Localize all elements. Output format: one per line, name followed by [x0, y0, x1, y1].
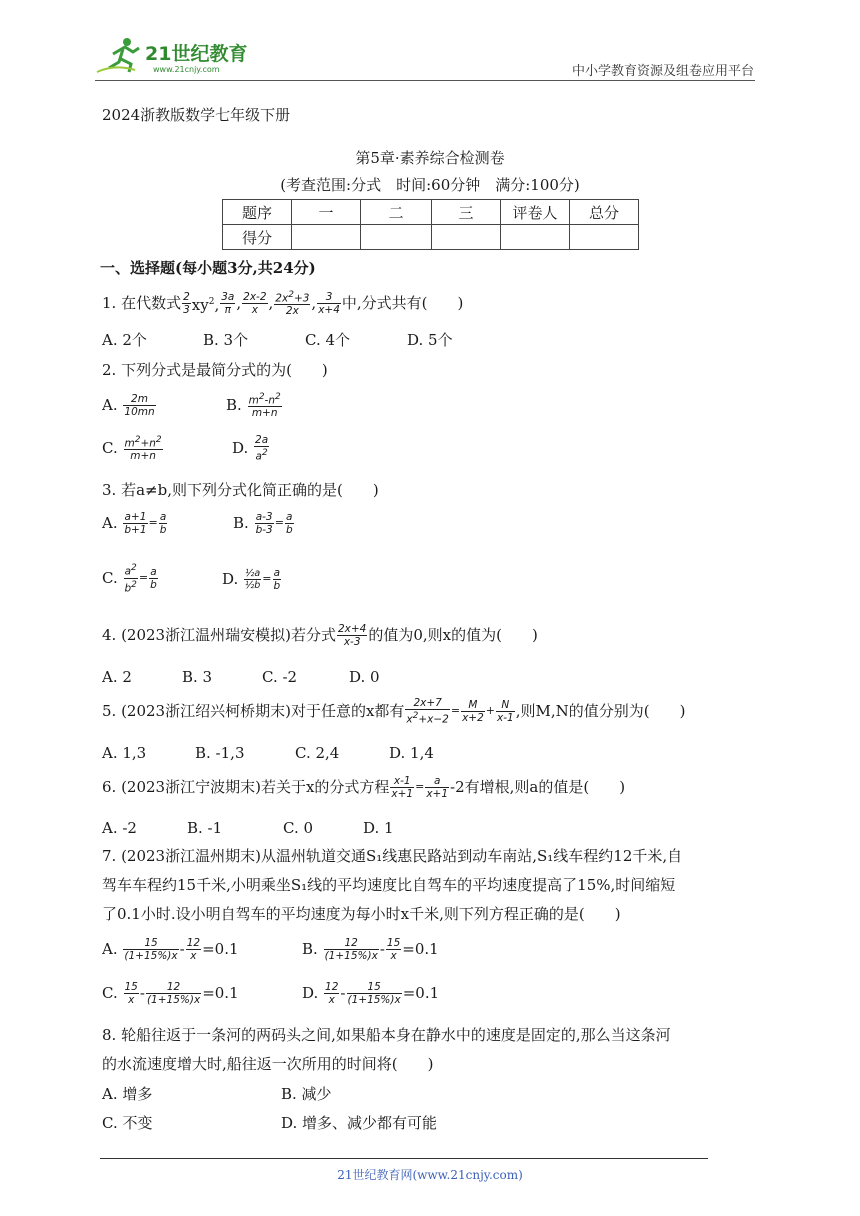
fraction: $\frac{2}{3}$ — [183, 290, 190, 316]
option-a[interactable]: A. $\frac{15}{(1+15\%)x}$ - $\frac{12}{x}$ =0.1 — [102, 936, 239, 962]
option-label: D. — [302, 984, 319, 1002]
question-8-line-2: 的水流速度增大时,船往返一次所用的时间将( ) — [102, 1055, 434, 1073]
fraction: $\frac{3}{x+4}$ — [318, 290, 340, 316]
question-4-stem — [102, 620, 538, 650]
table-row — [223, 200, 639, 225]
fraction: $\frac{M}{x+2}$ — [462, 698, 484, 724]
book-title: 2024浙教版数学七年级下册 — [102, 106, 291, 124]
option-a[interactable]: A. 2个 — [102, 331, 147, 349]
question-2-stem: 2. 下列分式是最简分式的为( ) — [102, 361, 328, 379]
q1-stem-b: 中,分式共有( ) — [341, 294, 464, 312]
option-a[interactable]: A. -2 — [102, 819, 137, 837]
q4-stem-a: 4. (2023浙江温州瑞安模拟)若分式 — [102, 626, 336, 644]
equation-rhs: =0.1 — [202, 940, 239, 958]
fraction: $\frac{15}{x}$ — [124, 980, 138, 1006]
fraction: $\frac{m^2+n^2}{m+n}$ — [124, 434, 162, 463]
q1-stem-a: 1. 在代数式 — [102, 294, 182, 312]
table-cell: 总分 — [570, 200, 639, 225]
equation-rhs: =0.1 — [402, 940, 439, 958]
option-c[interactable]: C. 0 — [283, 819, 314, 837]
fraction: $\frac{2x+7}{x^2+x-2}$ — [406, 696, 449, 726]
score-input-cell[interactable] — [432, 225, 501, 250]
equation-rhs: =0.1 — [402, 984, 440, 1002]
q6-stem-a: 6. (2023浙江宁波期末)若关于x的分式方程 — [102, 778, 390, 796]
fraction: $\frac{x-1}{x+1}$ — [391, 774, 414, 800]
exam-subtitle: (考查范围:分式 时间:60分钟 满分:100分) — [280, 176, 580, 194]
option-a[interactable] — [102, 390, 157, 420]
table-row — [223, 225, 639, 250]
option-b[interactable]: B. 减少 — [281, 1085, 332, 1103]
platform-name: 中小学教育资源及组卷应用平台 — [571, 64, 754, 79]
option-b[interactable]: B. 3个 — [203, 331, 249, 349]
option-label: C. — [102, 984, 118, 1002]
question-5-stem: 5. (2023浙江绍兴柯桥期末)对于任意的x都有 $\frac{2x+7}{x^2+x-2}$ = $\frac{M}{x+2}$ + $\frac{N}{x-1}$ ,则M,N的值分别为( ) — [102, 696, 686, 726]
option-b[interactable]: B. $\frac{12}{(1+15\%)x}$ - $\frac{15}{x}$ =0.1 — [302, 936, 439, 962]
equation-rhs: =0.1 — [202, 984, 239, 1002]
logo-text: 21世纪教育 — [145, 43, 248, 65]
option-d[interactable]: D. 5个 — [407, 331, 453, 349]
fraction: $\frac{a^2}{b^2}$ — [124, 563, 137, 594]
table-cell: 得分 — [223, 225, 292, 250]
option-b[interactable] — [226, 390, 283, 420]
option-d[interactable]: D. 1,4 — [389, 744, 434, 762]
option-d[interactable]: D. 0 — [349, 668, 380, 686]
footer-divider — [100, 1158, 708, 1159]
question-1-stem: 1. 在代数式 $\frac{2}{3}$ $xy^2$, $\frac{3a}{\pi}$ , $\frac{2x-2}{x}$ , $\frac{2x^2+3}{2x}$ , $\frac{3}{x+4}$ 中,分式共有( ) — [102, 289, 464, 318]
section-heading: 一、选择题(每小题3分,共24分) — [100, 259, 316, 277]
score-input-cell[interactable] — [361, 225, 432, 250]
option-b[interactable]: B. 3 — [182, 668, 213, 686]
q4-stem-b: 的值为0,则x的值为( ) — [368, 626, 538, 644]
option-a[interactable]: A. 增多 — [102, 1085, 153, 1103]
fraction: $\frac{15}{x}$ — [386, 936, 401, 962]
fraction: $\frac{\text{½a}}{\text{½b}}$ — [245, 567, 261, 591]
option-c[interactable]: C. 不变 — [102, 1114, 153, 1132]
option-d[interactable] — [232, 433, 270, 463]
fraction: $\frac{a}{b}$ — [159, 510, 167, 536]
fraction: $\frac{15}{(1+15\%)x}$ — [124, 936, 178, 962]
fraction: $\frac{a}{b}$ — [150, 565, 157, 591]
option-d[interactable]: D. 增多、减少都有可能 — [281, 1114, 438, 1132]
fraction: $\frac{15}{(1+15\%)x}$ — [347, 980, 401, 1006]
option-b[interactable]: B. -1 — [187, 819, 223, 837]
fraction: $\frac{a+1}{b+1}$ — [124, 510, 147, 536]
q6-stem-b: -2有增根,则a的值是( ) — [450, 778, 626, 796]
option-c[interactable]: C. $\frac{15}{x}$ - $\frac{12}{(1+15\%)x}$ =0.1 — [102, 980, 239, 1006]
fraction: $\frac{2x^2+3}{2x}$ — [275, 289, 310, 318]
option-a[interactable]: A. $\frac{a+1}{b+1}$ = $\frac{a}{b}$ — [102, 510, 167, 536]
question-3-stem: 3. 若a≠b,则下列分式化简正确的是( ) — [102, 481, 379, 499]
score-input-cell[interactable] — [501, 225, 570, 250]
option-label: D. — [232, 439, 249, 457]
fraction: $\frac{a}{x+1}$ — [426, 774, 449, 800]
score-table — [222, 199, 639, 250]
fraction: $\frac{2x+4}{x-3}$ — [337, 622, 367, 648]
question-7-line-3: 了0.1小时.设小明自驾车的平均速度为每小时x千米,则下列方程正确的是( ) — [102, 905, 621, 923]
table-cell: 二 — [361, 200, 432, 225]
fraction: $\frac{12}{x}$ — [186, 936, 201, 962]
option-label: B. — [302, 940, 318, 958]
fraction: $\frac{2x-2}{x}$ — [243, 290, 267, 316]
option-label: C. — [102, 569, 118, 587]
fraction: $\frac{2a}{a^2}$ — [255, 433, 269, 463]
footer-link[interactable]: 21世纪教育网(www.21cnjy.com) — [337, 1168, 523, 1182]
option-label: C. — [102, 439, 118, 457]
fraction: $\frac{12}{x}$ — [325, 980, 339, 1006]
option-c[interactable] — [102, 433, 164, 463]
option-b[interactable]: B. -1,3 — [195, 744, 245, 762]
option-c[interactable]: C. $\frac{a^2}{b^2}$ = $\frac{a}{b}$ — [102, 563, 157, 594]
question-7-line-1: 7. (2023浙江温州期末)从温州轨道交通S₁线惠民路站到动车南站,S₁线车程约12千米,自 — [102, 847, 683, 865]
question-7-line-2: 驾车车程约15千米,小明乘坐S₁线的平均速度比自驾车的平均速度提高了15%,时间缩短 — [102, 876, 676, 894]
option-label: A. — [102, 396, 118, 414]
option-d[interactable]: D. $\frac{\text{½a}}{\text{½b}}$ = $\frac{a}{b}$ — [222, 566, 281, 592]
fraction: $\frac{12}{(1+15\%)x}$ — [324, 936, 378, 962]
q5-stem-b: ,则M,N的值分别为( ) — [515, 702, 686, 720]
fraction: $\frac{2m}{10mn}$ — [124, 392, 155, 418]
option-label: A. — [102, 514, 118, 532]
question-8-line-1: 8. 轮船往返于一条河的两码头之间,如果船本身在静水中的速度是固定的,那么当这条河 — [102, 1026, 671, 1044]
exam-title: 第5章·素养综合检测卷 — [355, 149, 505, 167]
site-logo — [95, 34, 255, 78]
score-input-cell[interactable] — [570, 225, 639, 250]
table-cell: 一 — [292, 200, 361, 225]
option-label: B. — [226, 396, 242, 414]
fraction: $\frac{a-3}{b-3}$ — [255, 510, 273, 536]
option-label: A. — [102, 940, 118, 958]
fraction: $\frac{12}{(1+15\%)x}$ — [146, 980, 201, 1006]
q5-stem-a: 5. (2023浙江绍兴柯桥期末)对于任意的x都有 — [102, 702, 405, 720]
logo-url: www.21cnjy.com — [153, 65, 220, 74]
fraction: $\frac{a}{b}$ — [273, 566, 281, 592]
option-b[interactable]: B. $\frac{a-3}{b-3}$ = $\frac{a}{b}$ — [233, 510, 293, 536]
option-c[interactable]: C. -2 — [262, 668, 298, 686]
option-label: B. — [233, 514, 249, 532]
header-divider — [95, 80, 755, 81]
option-d[interactable]: D. $\frac{12}{x}$ - $\frac{15}{(1+15\%)x}$ =0.1 — [302, 980, 440, 1006]
fraction: $\frac{3a}{\pi}$ — [221, 290, 235, 316]
fraction: $\frac{a}{b}$ — [285, 510, 293, 536]
table-cell: 评卷人 — [501, 200, 570, 225]
option-c[interactable]: C. 2,4 — [295, 744, 340, 762]
option-c[interactable]: C. 4个 — [305, 331, 351, 349]
table-cell: 题序 — [223, 200, 292, 225]
option-a[interactable]: A. 2 — [102, 668, 132, 686]
option-label: D. — [222, 570, 239, 588]
option-d[interactable]: D. 1 — [363, 819, 394, 837]
question-6-stem: 6. (2023浙江宁波期末)若关于x的分式方程 $\frac{x-1}{x+1}$ = $\frac{a}{x+1}$ -2有增根,则a的值是( ) — [102, 774, 626, 800]
score-input-cell[interactable] — [292, 225, 361, 250]
table-cell: 三 — [432, 200, 501, 225]
fraction: $\frac{m^2-n^2}{m+n}$ — [248, 391, 281, 420]
fraction: $\frac{N}{x-1}$ — [497, 698, 514, 724]
option-a[interactable]: A. 1,3 — [102, 744, 147, 762]
